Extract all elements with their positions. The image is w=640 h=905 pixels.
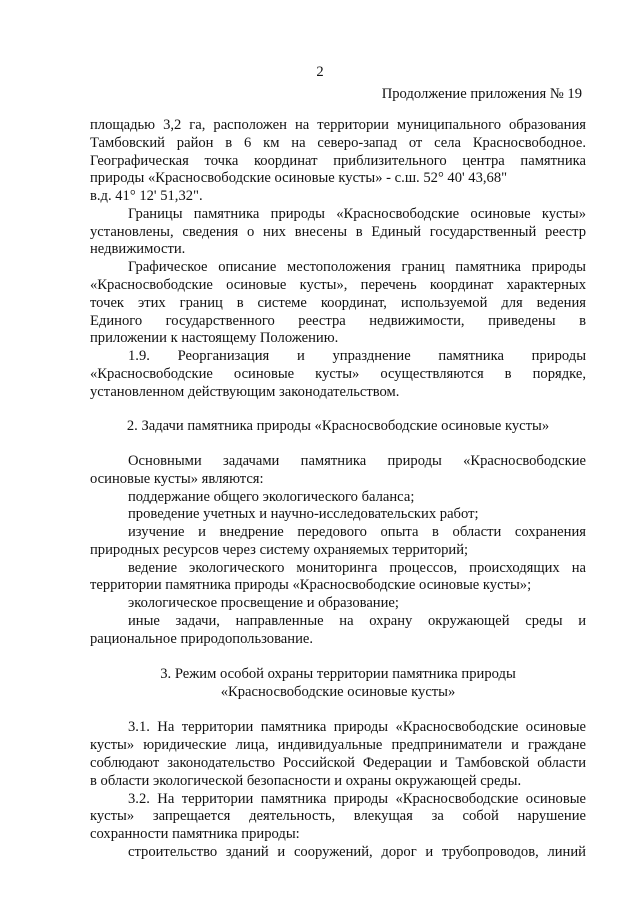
- page-number: 2: [316, 64, 324, 80]
- text-line: кусты» запрещается деятельность, влекущая за собой нарушение: [90, 808, 586, 824]
- text-line: Географическая точка координат приблизительного центра памятника: [90, 153, 586, 169]
- appendix-header: Продолжение приложения № 19: [381, 86, 582, 102]
- text-line: установленном действующим законодательством.: [90, 384, 400, 400]
- list-item: проведение учетных и научно-исследовательских работ;: [128, 506, 479, 522]
- text-line: «Красносвободские осиновые кусты» осуществляются в порядке,: [90, 366, 586, 382]
- text-line: площадью 3,2 га, расположен на территории муниципального образования: [90, 117, 586, 133]
- text-line: установлены, сведения о них внесены в Единый государственный реестр: [90, 224, 586, 240]
- text-line: 1.9. Реорганизация и упразднение памятника природы: [128, 348, 586, 364]
- text-line: Тамбовский район в 6 км на северо-запад от села Красносвободное.: [90, 135, 586, 151]
- section-heading: 3. Режим особой охраны территории памятника природы: [160, 666, 516, 682]
- text-line: в.д. 41° 12' 51,32".: [90, 188, 203, 204]
- section-heading: 2. Задачи памятника природы «Красносвободские осиновые кусты»: [126, 418, 550, 434]
- text-line: Единого государственного реестра недвижимости, приведены в: [90, 313, 586, 329]
- list-item: изучение и внедрение передового опыта в области сохранения: [128, 524, 586, 540]
- text-line: соблюдают законодательство Российской Федерации и Тамбовской области: [90, 755, 586, 771]
- text-line: Основными задачами памятника природы «Красносвободские: [128, 453, 586, 469]
- text-line: Графическое описание местоположения границ памятника природы: [128, 259, 586, 275]
- text-line: рациональное природопользование.: [90, 631, 314, 647]
- list-item: ведение экологического мониторинга процессов, происходящих на: [128, 560, 586, 576]
- list-item: иные задачи, направленные на охрану окружающей среды и: [128, 613, 586, 629]
- text-line: кусты» юридические лица, индивидуальные предприниматели и граждане: [90, 737, 586, 753]
- text-line: точек этих границ в системе координат, используемой для ведения: [90, 295, 586, 311]
- text-line: 3.2. На территории памятника природы «Красносвободские осиновые: [128, 791, 586, 807]
- text-line: недвижимости.: [90, 241, 186, 257]
- text-line: приложении к настоящему Положению.: [90, 330, 339, 346]
- text-line: сохранности памятника природы:: [90, 826, 300, 842]
- list-item: поддержание общего экологического баланса;: [128, 489, 415, 505]
- text-line: 3.1. На территории памятника природы «Красносвободские осиновые: [128, 719, 586, 735]
- text-line: «Красносвободские осиновые кусты», перечень координат характерных: [90, 277, 586, 293]
- text-line: природных ресурсов через систему охраняемых территорий;: [90, 542, 469, 558]
- text-line: в области экологической безопасности и охраны окружающей среды.: [90, 773, 522, 789]
- text-line: территории памятника природы «Красносвободские осиновые кусты»;: [90, 577, 532, 593]
- list-item: экологическое просвещение и образование;: [128, 595, 399, 611]
- text-line: природы «Красносвободские осиновые кусты» - с.ш. 52° 40' 43,68": [90, 170, 508, 186]
- list-item: строительство зданий и сооружений, дорог и трубопроводов, линий: [128, 844, 586, 860]
- text-line: осиновые кусты» являются:: [90, 471, 264, 487]
- text-line: Границы памятника природы «Красносвободские осиновые кусты»: [128, 206, 586, 222]
- section-heading: «Красносвободские осиновые кусты»: [220, 684, 456, 700]
